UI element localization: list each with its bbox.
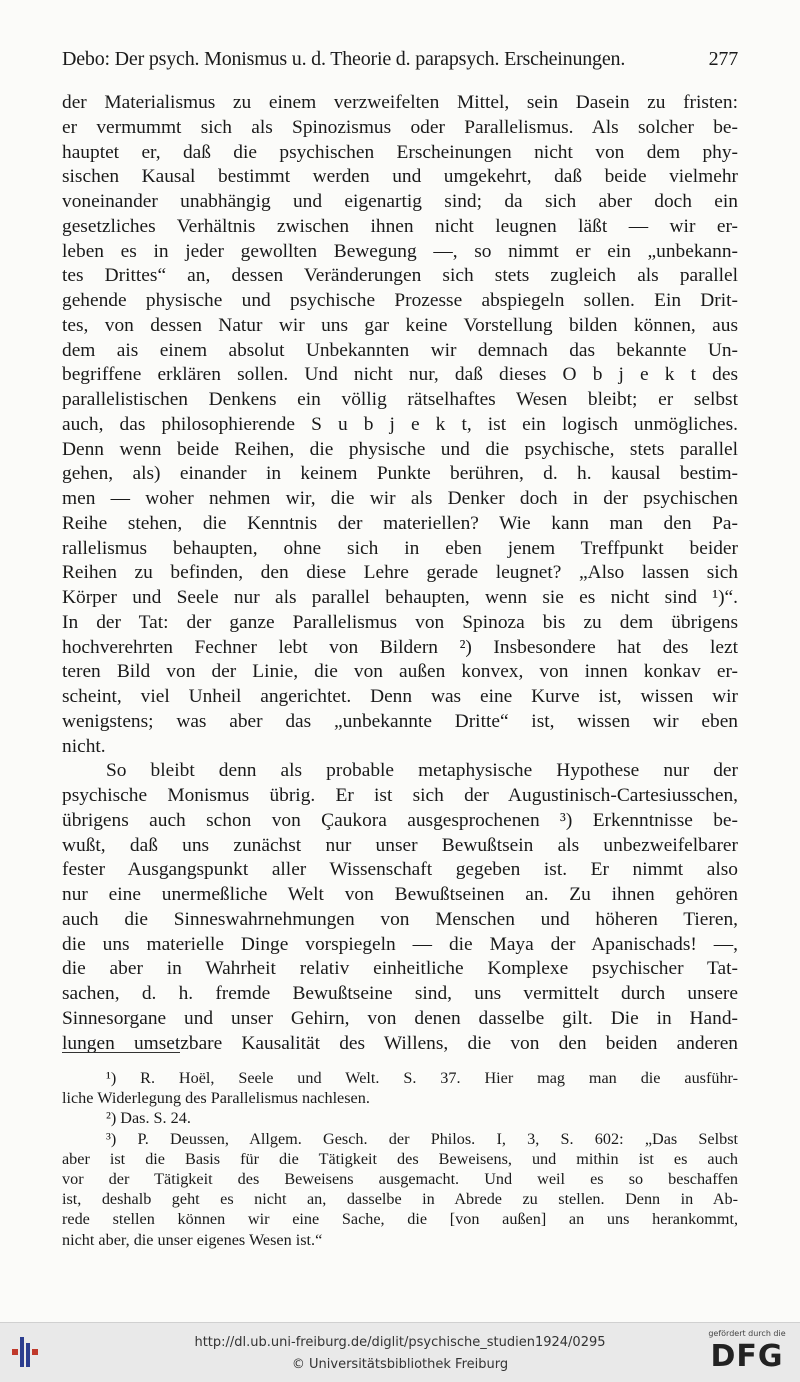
body-line: voneinander unabhängig und eigenartig sind; da sich aber doch ein — [62, 191, 738, 212]
dfg-logo-text: DFG — [710, 1339, 784, 1374]
body-line: sachen, d. h. fremde Bewußtseine sind, uns vermittelt durch unsere — [62, 983, 738, 1004]
body-line: parallelistischen Denkens ein völlig rätselhaftes Wesen bleibt; er selbst — [62, 389, 738, 410]
body-line: leben es in jeder gewollten Bewegung —, so nimmt er ein „unbekann- — [62, 240, 738, 262]
body-line: die aber in Wahrheit relativ einheitliche Komplexe psychischer Tat- — [62, 958, 738, 980]
body-line: teren Bild von der Linie, die von außen konvex, von innen konkav er- — [62, 661, 738, 683]
footnote-line: rede stellen können wir eine Sache, die [von außen] an uns herankommt, — [62, 1210, 738, 1229]
running-title: Debo: Der psych. Monismus u. d. Theorie d. parapsych. Erscheinungen. — [62, 48, 626, 70]
body-line: begriffene erklären sollen. Und nicht nur, daß dieses O b j e k t des — [62, 364, 738, 386]
body-line: Sinnesorgane und unser Gehirn, von denen dasselbe gilt. Die in Hand- — [62, 1007, 738, 1029]
body-line: tes Drittes“ an, dessen Veränderungen sich stets zugleich als parallel — [62, 265, 738, 287]
body-line: dem ais einem absolut Unbekannten wir demnach das bekannte Un- — [62, 339, 738, 361]
body-text — [62, 91, 738, 1056]
body-line: tes, von dessen Natur wir uns gar keine Vorstellung bilden können, aus — [62, 314, 738, 336]
body-line: auch, das philosophierende S u b j e k t, ist ein logisch unmögliches. — [62, 413, 738, 435]
footnote-line: ¹) R. Hoël, Seele und Welt. S. 37. Hier mag man die ausführ- — [106, 1069, 738, 1087]
footnote-line: ist, deshalb geht es nicht an, dasselbe in Abrede zu stellen. Denn in Ab- — [62, 1190, 738, 1209]
body-line: psychische Monismus übrig. Er ist sich der Augustinisch-Cartesiusschen, — [62, 785, 738, 806]
body-line: die uns materielle Dinge vorspiegeln — die Maya der Apanischads! —, — [62, 933, 738, 955]
body-line: hochverehrten Fechner lebt von Bildern ²) Insbesondere hat des lezt — [62, 636, 738, 658]
body-line: fester Ausgangspunkt aller Wissenschaft gegeben ist. Er nimmt also — [62, 859, 738, 881]
body-line: wenigstens; was aber das „unbekannte Dritte“ ist, wissen wir eben — [62, 710, 738, 732]
body-line: Körper und Seele nur als parallel behaupten, wenn sie es nicht sind ¹)“. — [62, 587, 738, 608]
body-line: auch die Sinneswahrnehmungen von Menschen und höheren Tieren, — [62, 908, 738, 930]
footnote-line: vor der Tätigkeit des Beweisens ausgemacht. Und weil es so beschaffen — [62, 1169, 738, 1188]
body-line: der Materialismus zu einem verzweifelten Mittel, sein Dasein zu fristen: — [62, 92, 738, 113]
footnote-line: aber ist die Basis für die Tätigkeit des Beweisens, und mithin ist es auch — [62, 1149, 738, 1168]
running-head — [62, 48, 738, 71]
body-line: Reihe stehen, die Kenntnis der materiellen? Wie kann man den Pa- — [62, 512, 738, 534]
footnotes — [62, 1068, 738, 1250]
body-line: gehende physische und psychische Prozesse abspiegeln sollen. Ein Drit- — [62, 290, 738, 311]
footnote-line: ³) P. Deussen, Allgem. Gesch. der Philos. I, 3, S. 602: „Das Selbst — [106, 1129, 738, 1148]
body-line: rallelismus behaupten, ohne sich in eben jenem Treffpunkt beider — [62, 537, 738, 559]
copyright-notice: © Universitätsbibliothek Freiburg — [291, 1357, 509, 1372]
sponsor-caption: gefördert durch die — [708, 1329, 786, 1338]
footnote-line: ²) Das. S. 24. — [106, 1109, 191, 1128]
body-line: wußt, daß uns zunächst nur unser Bewußtsein als unbezweifelbarer — [62, 834, 738, 856]
body-line: In der Tat: der ganze Parallelismus von Spinoza bis zu dem übrigens — [62, 611, 738, 633]
body-line: gehen, als) einander in keinem Punkte berühren, d. h. kausal bestim- — [62, 463, 738, 485]
body-line: men — woher nehmen wir, die wir als Denker doch in der psychischen — [62, 488, 738, 509]
body-line: lungen umsetzbare Kausalität des Willens, die von den beiden anderen — [62, 1032, 738, 1054]
dfg-logo — [700, 1329, 794, 1377]
page-number: 277 — [708, 48, 738, 70]
library-footer — [0, 1322, 800, 1382]
footnote-line: liche Widerlegung des Parallelismus nachlesen. — [62, 1089, 370, 1108]
body-line: Denn wenn beide Reihen, die physische und die psychische, stets parallel — [62, 438, 738, 460]
body-line: So bleibt denn als probable metaphysische Hypothese nur der — [106, 760, 738, 782]
footnote-line: nicht aber, die unser eigenes Wesen ist.“ — [62, 1230, 323, 1249]
body-line: sischen Kausal bestimmt werden und umgekehrt, daß beide vielmehr — [62, 166, 738, 188]
body-line: übrigens auch schon von Çaukora ausgesprochenen ³) Erkenntnisse be- — [62, 809, 738, 831]
body-line: nicht. — [62, 735, 106, 757]
body-line: Reihen zu befinden, den diese Lehre gerade leugnet? „Also lassen sich — [62, 562, 738, 584]
footnote-divider — [62, 1052, 180, 1053]
source-link[interactable]: http://dl.ub.uni-freiburg.de/diglit/psychische_studien1924/0295 — [194, 1335, 606, 1350]
body-line: gesetzliches Verhältnis zwischen ihnen nicht leugnen läßt — wir er- — [62, 215, 738, 237]
body-line: hauptet er, daß die psychischen Erscheinungen nicht von dem phy- — [62, 141, 738, 163]
body-line: nur eine unermeßliche Welt von Bewußtseinen an. Zu ihnen gehören — [62, 884, 738, 905]
body-line: er vermummt sich als Spinozismus oder Parallelismus. Als solcher be- — [62, 116, 738, 138]
body-line: scheint, viel Unheil angerichtet. Denn was eine Kurve ist, wissen wir — [62, 686, 738, 707]
